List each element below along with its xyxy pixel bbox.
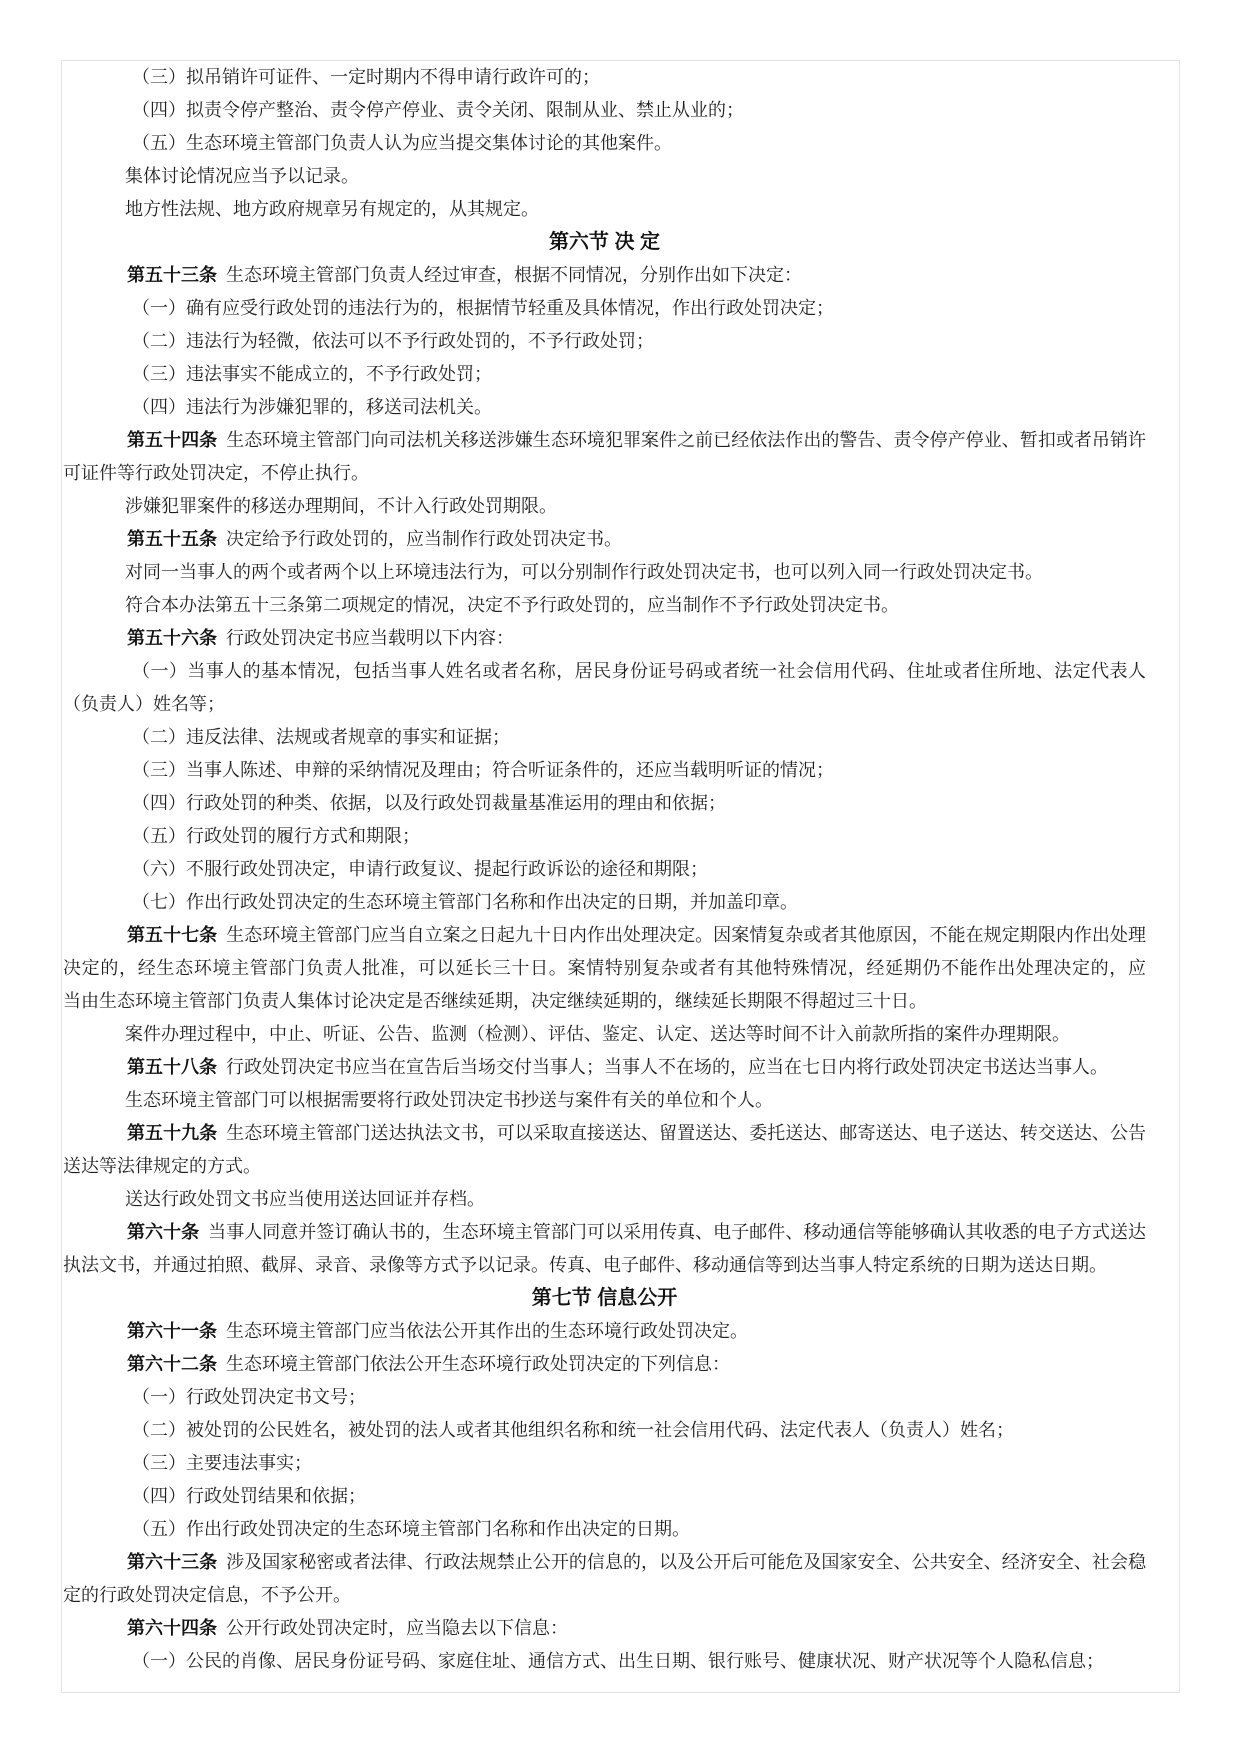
- line-text: （三）拟吊销许可证件、一定时期内不得申请行政许可的；: [132, 67, 600, 87]
- line-text: 执法文书，并通过拍照、截屏、录音、录像等方式予以记录。传真、电子邮件、移动通信等到达当事人特定系统的日期为送达日期。: [63, 1255, 1107, 1275]
- paragraph-line: [63, 556, 1146, 589]
- continuation-line: [63, 1579, 1146, 1612]
- line-text: 公开行政处罚决定时，应当隐去以下信息：: [226, 1618, 568, 1638]
- list-item-line: [63, 325, 1146, 358]
- article-number: 第六十三条: [127, 1552, 218, 1572]
- line-text: 行政处罚决定书应当在宣告后当场交付当事人；当事人不在场的，应当在七日内将行政处罚决定书送达当事人。: [226, 1057, 1108, 1077]
- paragraph-line: [63, 490, 1146, 523]
- line-text: （二）被处罚的公民姓名，被处罚的法人或者其他组织名称和统一社会信用代码、法定代表人（负责人）姓名；: [132, 1420, 1014, 1440]
- line-text: 生态环境主管部门送达执法文书，可以采取直接送达、留置送达、委托送达、邮寄送达、电子送达、转交送达、公告: [226, 1123, 1146, 1143]
- article-number: 第五十四条: [127, 430, 218, 450]
- line-text: （一）行政处罚决定书文号；: [132, 1387, 366, 1407]
- line-text: （五）生态环境主管部门负责人认为应当提交集体讨论的其他案件。: [132, 133, 672, 153]
- line-text: 生态环境主管部门向司法机关移送涉嫌生态环境犯罪案件之前已经依法作出的警告、责令停产停业、暂扣或者吊销许: [226, 430, 1146, 450]
- document-text: [62, 61, 1179, 1678]
- continuation-line: [63, 985, 1146, 1018]
- article-paragraph-line: [63, 1612, 1146, 1645]
- article-number: 第五十五条: [127, 529, 217, 549]
- article-number: 第五十九条: [127, 1123, 218, 1143]
- line-text: 可证件等行政处罚决定，不停止执行。: [63, 463, 369, 483]
- continuation-line: [63, 1150, 1146, 1183]
- section-heading: [63, 1282, 1146, 1315]
- paragraph-line: [63, 160, 1146, 193]
- continuation-line: [63, 688, 1146, 721]
- continuation-line: [63, 1249, 1146, 1282]
- line-text: （二）违反法律、法规或者规章的事实和证据；: [132, 727, 510, 747]
- list-item-line: [63, 1414, 1146, 1447]
- line-text: 符合本办法第五十三条第二项规定的情况，决定不予行政处罚的，应当制作不予行政处罚决定书。: [125, 595, 899, 615]
- article-paragraph-line: [63, 424, 1146, 457]
- article-paragraph-line: [63, 1546, 1146, 1579]
- line-text: 决定的，经生态环境主管部门负责人批准，可以延长三十日。案情特别复杂或者有其他特殊情况，经延期仍不能作出处理决定的，应: [63, 958, 1146, 978]
- line-text: （二）违法行为轻微，依法可以不予行政处罚的，不予行政处罚；: [132, 331, 654, 351]
- line-text: 当事人同意并签订确认书的，生态环境主管部门可以采用传真、电子邮件、移动通信等能够确认其收悉的电子方式送达: [208, 1222, 1146, 1242]
- article-paragraph-line: [63, 1117, 1146, 1150]
- article-paragraph-line: [63, 919, 1146, 952]
- continuation-line: [63, 457, 1146, 490]
- list-item-line: [63, 1513, 1146, 1546]
- line-text: （四）违法行为涉嫌犯罪的，移送司法机关。: [132, 397, 492, 417]
- section-heading-text: 第六节 决 定: [548, 231, 661, 253]
- list-item-line: [63, 1447, 1146, 1480]
- article-number: 第五十七条: [127, 925, 218, 945]
- list-item-line: [63, 820, 1146, 853]
- list-item-line: [63, 853, 1146, 886]
- article-number: 第六十四条: [127, 1618, 217, 1638]
- line-text: 定的行政处罚决定信息，不予公开。: [63, 1585, 351, 1605]
- article-number: 第五十三条: [127, 265, 217, 285]
- continuation-line: [63, 952, 1146, 985]
- line-text: （六）不服行政处罚决定，申请行政复议、提起行政诉讼的途径和期限；: [132, 859, 708, 879]
- list-item-line: [63, 94, 1146, 127]
- line-text: 生态环境主管部门依法公开生态环境行政处罚决定的下列信息：: [226, 1354, 730, 1374]
- article-paragraph-line: [63, 1315, 1146, 1348]
- article-paragraph-line: [63, 622, 1146, 655]
- line-text: （七）作出行政处罚决定的生态环境主管部门名称和作出决定的日期，并加盖印章。: [132, 892, 798, 912]
- document-page: [61, 60, 1180, 1693]
- list-item-line: [63, 655, 1146, 688]
- line-text: 地方性法规、地方政府规章另有规定的，从其规定。: [125, 199, 539, 219]
- list-item-line: [63, 754, 1146, 787]
- line-text: 送达行政处罚文书应当使用送达回证并存档。: [125, 1189, 485, 1209]
- article-number: 第五十六条: [127, 628, 217, 648]
- line-text: （五）作出行政处罚决定的生态环境主管部门名称和作出决定的日期。: [132, 1519, 690, 1539]
- list-item-line: [63, 1480, 1146, 1513]
- line-text: 涉及国家秘密或者法律、行政法规禁止公开的信息的，以及公开后可能危及国家安全、公共安全、经济安全、社会稳: [226, 1552, 1146, 1572]
- line-text: 对同一当事人的两个或者两个以上环境违法行为，可以分别制作行政处罚决定书，也可以列入同一行政处罚决定书。: [125, 562, 1043, 582]
- line-text: 决定给予行政处罚的，应当制作行政处罚决定书。: [226, 529, 622, 549]
- paragraph-line: [63, 1018, 1146, 1051]
- line-text: 当由生态环境主管部门负责人集体讨论决定是否继续延期，决定继续延期的，继续延长期限不得超过三十日。: [63, 991, 927, 1011]
- article-paragraph-line: [63, 259, 1146, 292]
- list-item-line: [63, 1645, 1146, 1678]
- paragraph-line: [63, 1084, 1146, 1117]
- paragraph-line: [63, 1183, 1146, 1216]
- list-item-line: [63, 1381, 1146, 1414]
- article-paragraph-line: [63, 1051, 1146, 1084]
- list-item-line: [63, 886, 1146, 919]
- line-text: （四）行政处罚结果和依据；: [132, 1486, 366, 1506]
- section-heading-text: 第七节 信息公开: [531, 1287, 678, 1309]
- line-text: （四）行政处罚的种类、依据，以及行政处罚裁量基准运用的理由和依据；: [132, 793, 726, 813]
- paragraph-line: [63, 589, 1146, 622]
- line-text: （五）行政处罚的履行方式和期限；: [132, 826, 420, 846]
- list-item-line: [63, 358, 1146, 391]
- line-text: （一）当事人的基本情况，包括当事人姓名或者名称，居民身份证号码或者统一社会信用代码、住址或者住所地、法定代表人: [132, 661, 1146, 681]
- line-text: （一）确有应受行政处罚的违法行为的，根据情节轻重及具体情况，作出行政处罚决定；: [132, 298, 834, 318]
- article-number: 第六十一条: [127, 1321, 217, 1341]
- paragraph-line: [63, 193, 1146, 226]
- line-text: 生态环境主管部门应当自立案之日起九十日内作出处理决定。因案情复杂或者其他原因，不能在规定期限内作出处理: [226, 925, 1146, 945]
- article-number: 第六十条: [127, 1222, 200, 1242]
- list-item-line: [63, 127, 1146, 160]
- article-paragraph-line: [63, 1216, 1146, 1249]
- line-text: （负责人）姓名等；: [63, 694, 225, 714]
- line-text: （一）公民的肖像、居民身份证号码、家庭住址、通信方式、出生日期、银行账号、健康状况、财产状况等个人隐私信息；: [132, 1651, 1104, 1671]
- section-heading: [63, 226, 1146, 259]
- line-text: 案件办理过程中，中止、听证、公告、监测（检测）、评估、鉴定、认定、送达等时间不计入前款所指的案件办理期限。: [125, 1024, 1070, 1044]
- list-item-line: [63, 61, 1146, 94]
- line-text: （四）拟责令停产整治、责令停产停业、责令关闭、限制从业、禁止从业的；: [132, 100, 744, 120]
- list-item-line: [63, 721, 1146, 754]
- line-text: 涉嫌犯罪案件的移送办理期间，不计入行政处罚期限。: [125, 496, 557, 516]
- list-item-line: [63, 787, 1146, 820]
- article-number: 第五十八条: [127, 1057, 217, 1077]
- line-text: （三）当事人陈述、申辩的采纳情况及理由；符合听证条件的，还应当载明听证的情况；: [132, 760, 834, 780]
- article-paragraph-line: [63, 523, 1146, 556]
- line-text: 生态环境主管部门负责人经过审查，根据不同情况，分别作出如下决定：: [226, 265, 802, 285]
- line-text: 送达等法律规定的方式。: [63, 1156, 261, 1176]
- line-text: 集体讨论情况应当予以记录。: [125, 166, 359, 186]
- article-number: 第六十二条: [127, 1354, 217, 1374]
- line-text: 生态环境主管部门可以根据需要将行政处罚决定书抄送与案件有关的单位和个人。: [125, 1090, 773, 1110]
- article-paragraph-line: [63, 1348, 1146, 1381]
- list-item-line: [63, 292, 1146, 325]
- line-text: （三）主要违法事实；: [132, 1453, 312, 1473]
- line-text: 行政处罚决定书应当载明以下内容：: [226, 628, 514, 648]
- line-text: 生态环境主管部门应当依法公开其作出的生态环境行政处罚决定。: [226, 1321, 748, 1341]
- line-text: （三）违法事实不能成立的，不予行政处罚；: [132, 364, 492, 384]
- list-item-line: [63, 391, 1146, 424]
